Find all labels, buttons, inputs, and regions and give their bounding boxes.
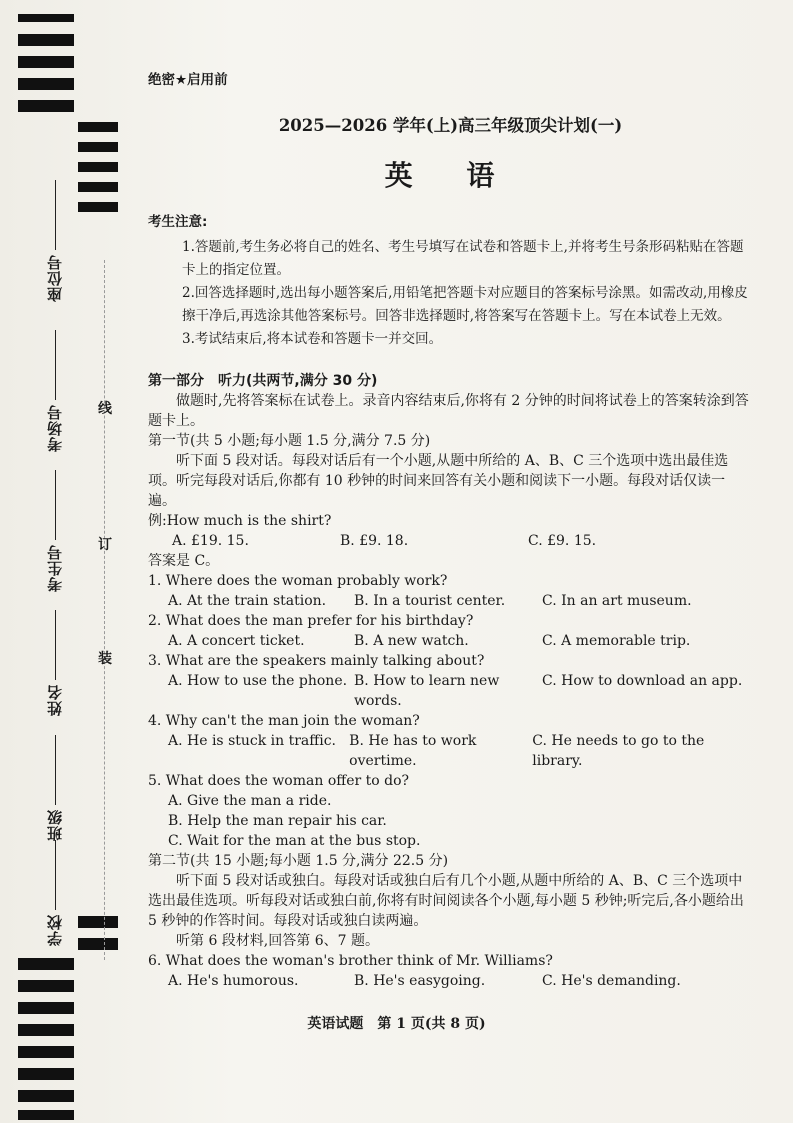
exam-number-label: 考生号 [44,470,84,592]
subject-title: 英 语 [384,159,517,192]
strip-bar [18,1046,74,1058]
option-a: A. Give the man a ride. [168,793,332,809]
strip-bar [78,162,118,172]
part1-intro: 做题时,先将答案标在试卷上。录音内容结束后,你将有 2 分钟的时间将试卷上的答案转涂到答题卡上。 [148,393,749,429]
exam-content [148,70,753,991]
question-text: 6. What does the woman's brother think of Mr. Williams? [148,953,553,969]
notice-heading: 考生注意: [148,214,208,230]
question-options [168,671,753,711]
section2-intro: 听下面 5 段对话或独白。每段对话或独白后有几个小题,从题中所给的 A、B、C 三个选项中选出最佳选项。听每段对话或独白前,你将有时间阅读各个小题,每小题 5 秒钟;听完后,各小题给出 5 秒钟的作答时间。每段对话或独白读两遍。 [148,873,744,929]
strip-bar [78,938,118,950]
option-a: A. How to use the phone. [168,673,348,689]
cut-mark-line: 线 [98,401,112,417]
option-b: B. He's easygoing. [354,973,486,989]
option-b: B. He has to work overtime. [349,733,477,769]
strip-bar [78,122,118,132]
strip-bar [18,958,74,970]
strip-bar [18,14,74,22]
question-text: 5. What does the woman offer to do? [148,773,410,789]
school-label: 学校 [44,840,84,946]
question-text: 2. What does the man prefer for his birthday? [148,613,474,629]
option-a: A. £19. 15. [172,533,249,549]
class-label: 班级 [44,735,84,841]
strip-bar [78,916,118,928]
strip-bar [18,34,74,46]
name-label: 姓名 [44,610,84,716]
question-text: 1. Where does the woman probably work? [148,573,448,589]
example-question: 例:How much is the shirt? [148,513,332,529]
option-a: A. He is stuck in traffic. [168,733,336,749]
option-c: C. He needs to go to the library. [532,733,705,769]
option-a: A. He's humorous. [168,973,299,989]
strip-bar [18,1090,74,1102]
strip-bar [18,78,74,90]
example-answer: 答案是 C。 [148,553,220,569]
question-options [168,971,753,991]
page-footer: 英语试题 第 1 页(共 8 页) [307,1016,486,1032]
cut-mark-seal: 装 [98,651,112,667]
option-b: B. A new watch. [354,633,469,649]
notice-item: 1.答题前,考生务必将自己的姓名、考生号填写在试卷和答题卡上,并将考生号条形码粘贴在答题卡上的指定位置。 [182,239,744,278]
secret-mark: 绝密★启用前 [148,72,228,88]
strip-bar [18,56,74,68]
option-a: A. A concert ticket. [168,633,305,649]
material-6-note: 听第 6 段材料,回答第 6、7 题。 [176,933,379,949]
question-options [168,591,753,611]
question-options [168,631,753,651]
option-a: A. At the train station. [168,593,327,609]
notice-item: 2.回答选择题时,选出每小题答案后,用铅笔把答题卡对应题目的答案标号涂黑。如需改动,用橡皮擦干净后,再选涂其他答案标号。回答非选择题时,将答案写在答题卡上。写在本试卷上无效。 [182,285,748,324]
notice-item: 3.考试结束后,将本试卷和答题卡一并交回。 [182,331,443,347]
option-b: B. In a tourist center. [354,593,506,609]
option-c: C. A memorable trip. [542,633,691,649]
cut-line [104,260,105,960]
question-text: 3. What are the speakers mainly talking about? [148,653,485,669]
option-c: C. He's demanding. [542,973,681,989]
option-b: B. £9. 18. [340,533,409,549]
section1-heading: 第一节(共 5 小题;每小题 1.5 分,满分 7.5 分) [148,433,431,449]
option-c: C. £9. 15. [528,533,597,549]
exam-title: 2025—2026 学年(上)高三年级顶尖计划(一) [278,116,623,135]
question-text: 4. Why can't the man join the woman? [148,713,420,729]
strip-bar [18,980,74,992]
option-b: B. Help the man repair his car. [168,813,387,829]
part1-heading: 第一部分 听力(共两节,满分 30 分) [148,373,378,389]
option-c: C. How to download an app. [542,673,743,689]
section1-intro: 听下面 5 段对话。每段对话后有一个小题,从题中所给的 A、B、C 三个选项中选出最佳选项。听完每段对话后,你都有 10 秒钟的时间来回答有关小题和阅读下一小题。每段对话仅读一遍。 [148,453,729,509]
question-options [168,731,753,771]
strip-bar [18,1068,74,1080]
strip-bar [18,100,74,112]
strip-bar [78,142,118,152]
section2-heading: 第二节(共 15 小题;每小题 1.5 分,满分 22.5 分) [148,853,449,869]
example-options [172,531,753,551]
notice-list [182,236,753,351]
option-c: C. Wait for the man at the bus stop. [168,833,421,849]
strip-bar [18,1110,74,1120]
option-b: B. How to learn new words. [354,673,500,709]
seat-label: 座位号 [44,180,84,302]
strip-bar [78,202,118,212]
strip-bar [78,182,118,192]
cut-mark-bind: 订 [98,537,112,553]
room-label: 考场号 [44,330,84,452]
option-c: C. In an art museum. [542,593,692,609]
